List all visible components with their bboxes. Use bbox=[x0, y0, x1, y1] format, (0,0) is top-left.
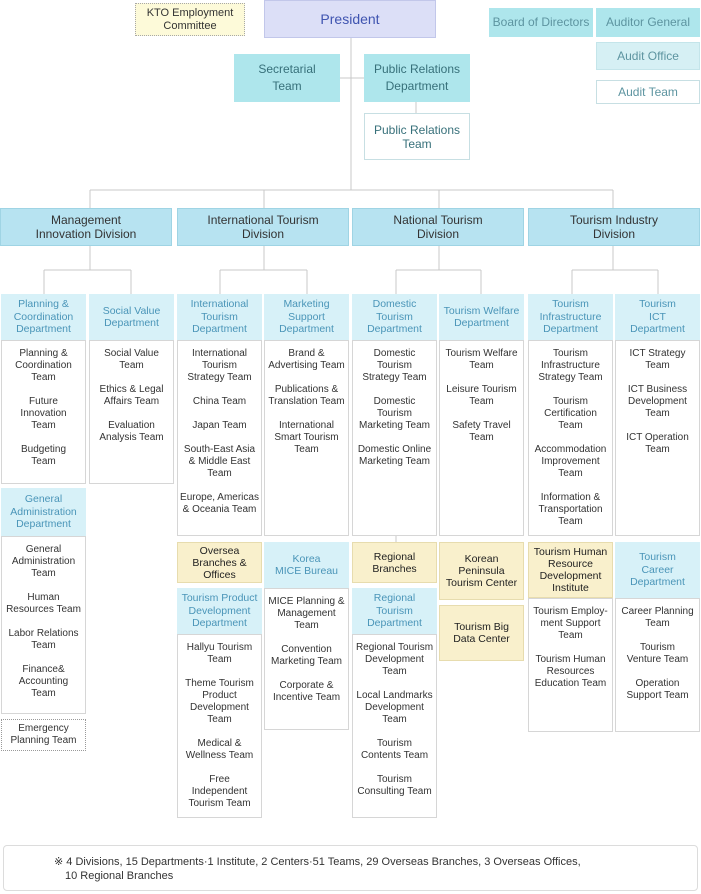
international-tourism-division: International Tourism Division bbox=[177, 208, 349, 246]
team-item: Free Independent Tourism Team bbox=[188, 774, 251, 809]
domestic-tourism-department: Domestic Tourism Department bbox=[352, 294, 437, 340]
team-item: Social Value Team bbox=[104, 348, 159, 371]
public-relations-team: Public Relations Team bbox=[364, 113, 470, 160]
general-administration-department: General Administration Department bbox=[1, 488, 86, 536]
team-item: Convention Marketing Team bbox=[271, 644, 342, 667]
team-item: Tourism Consulting Team bbox=[357, 774, 432, 797]
planning-coordination-teams bbox=[1, 340, 86, 484]
team-item: Tourism Employ- ment Support Team bbox=[533, 606, 608, 641]
team-item: Operation Support Team bbox=[626, 678, 689, 701]
team-item: Tourism Infrastructure Strategy Team bbox=[538, 348, 603, 383]
tourism-product-teams bbox=[177, 634, 262, 818]
team-item: Tourism Certification Team bbox=[544, 396, 597, 431]
team-item: Japan Team bbox=[192, 420, 247, 431]
team-item: General Administration Team bbox=[11, 544, 76, 579]
team-item: China Team bbox=[192, 396, 247, 407]
national-tourism-division: National Tourism Division bbox=[352, 208, 524, 246]
team-item: International Smart Tourism Team bbox=[274, 420, 339, 455]
tourism-career-department: Tourism Career Department bbox=[615, 542, 700, 598]
team-item: Planning & Coordination Team bbox=[15, 348, 72, 383]
regional-branches: Regional Branches bbox=[352, 542, 437, 583]
team-item: Leisure Tourism Team bbox=[446, 384, 517, 407]
team-item: Safety Travel Team bbox=[452, 420, 511, 443]
team-item: Human Resources Team bbox=[6, 592, 81, 615]
social-value-department: Social Value Department bbox=[89, 294, 174, 340]
overseas-branches-offices: Oversea Branches & Offices bbox=[177, 542, 262, 583]
international-tourism-department: International Tourism Department bbox=[177, 294, 262, 340]
marketing-support-department: Marketing Support Department bbox=[264, 294, 349, 340]
marketing-support-teams bbox=[264, 340, 349, 536]
team-item: Information & Transportation Team bbox=[538, 492, 603, 527]
team-item: South-East Asia & Middle East Team bbox=[183, 444, 256, 479]
team-item: Tourism Contents Team bbox=[360, 738, 429, 761]
team-item: ICT Business Development Team bbox=[627, 384, 688, 419]
tourism-career-teams bbox=[615, 598, 700, 732]
team-item: Accommodation Improvement Team bbox=[534, 444, 607, 479]
team-item: Evaluation Analysis Team bbox=[99, 420, 164, 443]
emergency-planning-team: Emergency Planning Team bbox=[1, 719, 86, 751]
auditor-general: Auditor General bbox=[596, 8, 700, 37]
regional-tourism-teams bbox=[352, 634, 437, 818]
summary-footnote: ※ 4 Divisions, 15 Departments·1 Institute, 2 Centers·51 Teams, 29 Overseas Branches, 3 Overseas Offices, 10 Regional Branches bbox=[3, 845, 698, 891]
board-of-directors: Board of Directors bbox=[489, 8, 593, 37]
team-item: Future Innovation Team bbox=[20, 396, 67, 431]
team-item: Brand & Advertising Team bbox=[268, 348, 345, 371]
team-item: Budgeting Team bbox=[20, 444, 67, 467]
tourism-welfare-department: Tourism Welfare Department bbox=[439, 294, 524, 340]
team-item: Domestic Online Marketing Team bbox=[357, 444, 432, 467]
team-item: International Tourism Strategy Team bbox=[187, 348, 252, 383]
tourism-product-development-department: Tourism Product Development Department bbox=[177, 588, 262, 634]
audit-team: Audit Team bbox=[596, 80, 700, 104]
korean-peninsula-tourism-center: Korean Peninsula Tourism Center bbox=[439, 542, 524, 600]
team-item: Corporate & Incentive Team bbox=[272, 680, 341, 703]
team-item: Domestic Tourism Marketing Team bbox=[359, 396, 430, 431]
team-item: Publications & Translation Team bbox=[268, 384, 345, 407]
team-item: Finance& Accounting Team bbox=[18, 664, 69, 699]
team-item: Labor Relations Team bbox=[8, 628, 79, 651]
social-value-teams bbox=[89, 340, 174, 484]
planning-coordination-department: Planning & Coordination Department bbox=[1, 294, 86, 340]
general-administration-teams bbox=[1, 536, 86, 714]
president-box: President bbox=[264, 0, 436, 38]
team-item: ICT Operation Team bbox=[626, 432, 689, 455]
team-item: Ethics & Legal Affairs Team bbox=[99, 384, 164, 407]
international-tourism-teams bbox=[177, 340, 262, 536]
team-item: Domestic Tourism Strategy Team bbox=[362, 348, 427, 383]
tourism-industry-division: Tourism Industry Division bbox=[528, 208, 700, 246]
team-item: ICT Strategy Team bbox=[629, 348, 686, 371]
korea-mice-bureau: Korea MICE Bureau bbox=[264, 542, 349, 588]
tourism-infrastructure-teams bbox=[528, 340, 613, 536]
public-relations-department: Public Relations Department bbox=[364, 54, 470, 102]
team-item: Local Landmarks Development Team bbox=[356, 690, 433, 725]
tourism-infrastructure-department: Tourism Infrastructure Department bbox=[528, 294, 613, 340]
tourism-big-data-center: Tourism Big Data Center bbox=[439, 605, 524, 661]
management-innovation-division: Management Innovation Division bbox=[0, 208, 172, 246]
tourism-ict-teams bbox=[615, 340, 700, 536]
regional-tourism-department: Regional Tourism Department bbox=[352, 588, 437, 634]
tourism-human-resource-development-institute: Tourism Human Resource Development Institute bbox=[528, 542, 613, 598]
audit-office: Audit Office bbox=[596, 42, 700, 70]
team-item: Europe, Americas & Oceania Team bbox=[180, 492, 259, 515]
team-item: Hallyu Tourism Team bbox=[186, 642, 253, 665]
domestic-tourism-teams bbox=[352, 340, 437, 536]
kto-employment-committee: KTO Employment Committee bbox=[135, 3, 245, 36]
team-item: Tourism Human Resources Education Team bbox=[534, 654, 607, 689]
team-item: Theme Tourism Product Development Team bbox=[185, 678, 254, 725]
team-item: Medical & Wellness Team bbox=[185, 738, 254, 761]
team-item: Career Planning Team bbox=[621, 606, 694, 629]
mice-bureau-teams bbox=[264, 588, 349, 730]
hrdi-teams bbox=[528, 598, 613, 732]
team-item: Tourism Welfare Team bbox=[445, 348, 518, 371]
team-item: MICE Planning & Management Team bbox=[268, 596, 345, 631]
tourism-ict-department: Tourism ICT Department bbox=[615, 294, 700, 340]
team-item: Regional Tourism Development Team bbox=[355, 642, 434, 677]
tourism-welfare-teams bbox=[439, 340, 524, 536]
secretarial-team: Secretarial Team bbox=[234, 54, 340, 102]
team-item: Tourism Venture Team bbox=[626, 642, 689, 665]
